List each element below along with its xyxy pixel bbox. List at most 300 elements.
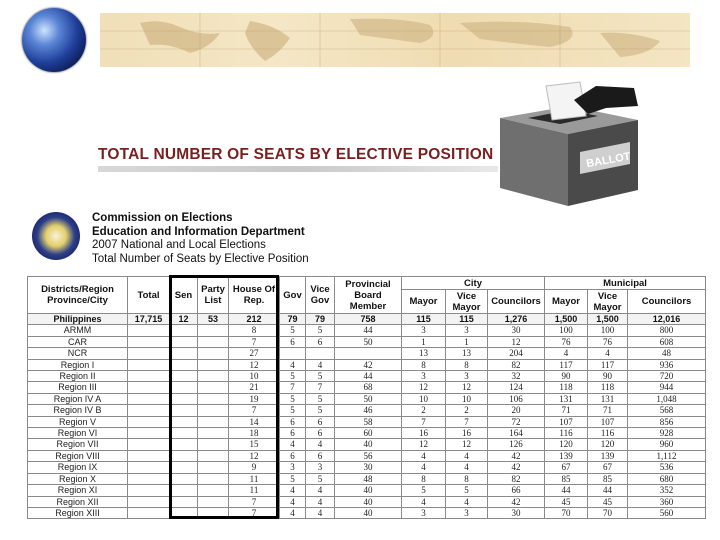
cell-vice-gov: 4 bbox=[306, 507, 335, 518]
cell-district: Region XI bbox=[28, 485, 128, 496]
cell-house: 7 bbox=[229, 405, 280, 416]
cell-mun-mayor: 1,500 bbox=[545, 314, 588, 325]
cell-district: CAR bbox=[28, 336, 128, 347]
cell-sen bbox=[170, 405, 198, 416]
table-row bbox=[28, 348, 706, 359]
cell-city-mayor: 7 bbox=[402, 416, 446, 427]
cell-city-mayor: 4 bbox=[402, 450, 446, 461]
cell-mun-councilors: 680 bbox=[628, 473, 706, 484]
cell-provincial-board: 50 bbox=[335, 393, 402, 404]
table-row bbox=[28, 336, 706, 347]
cell-district: Region XIII bbox=[28, 507, 128, 518]
cell-city-mayor: 16 bbox=[402, 428, 446, 439]
cell-party-list bbox=[198, 428, 229, 439]
cell-mun-mayor: 4 bbox=[545, 348, 588, 359]
org-department: Education and Information Department bbox=[92, 225, 305, 238]
header-sen: Sen bbox=[170, 277, 198, 314]
cell-mun-mayor: 118 bbox=[545, 382, 588, 393]
cell-city-vice-mayor: 4 bbox=[446, 496, 488, 507]
cell-mun-councilors: 12,016 bbox=[628, 314, 706, 325]
cell-vice-gov: 5 bbox=[306, 325, 335, 336]
cell-city-mayor: 10 bbox=[402, 393, 446, 404]
cell-mun-councilors: 944 bbox=[628, 382, 706, 393]
cell-city-vice-mayor: 12 bbox=[446, 382, 488, 393]
cell-party-list bbox=[198, 348, 229, 359]
cell-total bbox=[128, 325, 170, 336]
cell-city-vice-mayor: 8 bbox=[446, 473, 488, 484]
cell-provincial-board: 758 bbox=[335, 314, 402, 325]
cell-party-list bbox=[198, 462, 229, 473]
cell-city-mayor: 3 bbox=[402, 371, 446, 382]
cell-party-list bbox=[198, 393, 229, 404]
cell-city-mayor: 3 bbox=[402, 507, 446, 518]
page-title: TOTAL NUMBER OF SEATS BY ELECTIVE POSITION bbox=[98, 146, 494, 163]
table-row bbox=[28, 450, 706, 461]
cell-city-vice-mayor: 8 bbox=[446, 359, 488, 370]
cell-mun-vice-mayor: 44 bbox=[588, 485, 628, 496]
cell-city-councilors: 42 bbox=[488, 496, 545, 507]
cell-provincial-board: 40 bbox=[335, 439, 402, 450]
cell-total bbox=[128, 416, 170, 427]
cell-city-councilors: 30 bbox=[488, 507, 545, 518]
cell-mun-vice-mayor: 116 bbox=[588, 428, 628, 439]
cell-mun-mayor: 67 bbox=[545, 462, 588, 473]
cell-vice-gov: 4 bbox=[306, 439, 335, 450]
cell-mun-vice-mayor: 76 bbox=[588, 336, 628, 347]
cell-mun-vice-mayor: 4 bbox=[588, 348, 628, 359]
cell-house: 12 bbox=[229, 450, 280, 461]
cell-mun-councilors: 720 bbox=[628, 371, 706, 382]
cell-mun-vice-mayor: 131 bbox=[588, 393, 628, 404]
cell-vice-gov: 5 bbox=[306, 473, 335, 484]
cell-city-vice-mayor: 10 bbox=[446, 393, 488, 404]
cell-party-list bbox=[198, 325, 229, 336]
cell-party-list bbox=[198, 416, 229, 427]
cell-sen bbox=[170, 393, 198, 404]
seats-table-wrapper bbox=[27, 276, 705, 519]
cell-sen bbox=[170, 485, 198, 496]
cell-provincial-board: 42 bbox=[335, 359, 402, 370]
cell-mun-mayor: 70 bbox=[545, 507, 588, 518]
cell-district: Region IX bbox=[28, 462, 128, 473]
cell-party-list bbox=[198, 496, 229, 507]
table-row bbox=[28, 507, 706, 518]
cell-district: Region III bbox=[28, 382, 128, 393]
cell-house: 11 bbox=[229, 485, 280, 496]
cell-mun-mayor: 44 bbox=[545, 485, 588, 496]
header-city-vice-mayor: Vice Mayor bbox=[446, 290, 488, 314]
cell-provincial-board: 58 bbox=[335, 416, 402, 427]
header-municipal: Municipal bbox=[545, 277, 706, 290]
cell-mun-councilors: 1,048 bbox=[628, 393, 706, 404]
cell-total bbox=[128, 496, 170, 507]
cell-city-vice-mayor: 1 bbox=[446, 336, 488, 347]
cell-provincial-board: 56 bbox=[335, 450, 402, 461]
cell-city-councilors: 66 bbox=[488, 485, 545, 496]
cell-party-list bbox=[198, 450, 229, 461]
cell-mun-vice-mayor: 118 bbox=[588, 382, 628, 393]
cell-party-list bbox=[198, 371, 229, 382]
table-row bbox=[28, 371, 706, 382]
header-district: Districts/Region Province/City bbox=[28, 277, 128, 314]
cell-city-mayor: 8 bbox=[402, 473, 446, 484]
cell-gov: 4 bbox=[280, 485, 306, 496]
cell-gov bbox=[280, 348, 306, 359]
cell-mun-councilors: 928 bbox=[628, 428, 706, 439]
cell-total bbox=[128, 485, 170, 496]
title-underline bbox=[98, 166, 498, 172]
cell-provincial-board: 40 bbox=[335, 496, 402, 507]
cell-city-vice-mayor: 115 bbox=[446, 314, 488, 325]
cell-gov: 5 bbox=[280, 371, 306, 382]
cell-mun-mayor: 120 bbox=[545, 439, 588, 450]
header-city-mayor: Mayor bbox=[402, 290, 446, 314]
cell-mun-councilors: 48 bbox=[628, 348, 706, 359]
table-row bbox=[28, 325, 706, 336]
cell-city-vice-mayor: 4 bbox=[446, 450, 488, 461]
cell-district: Region IV A bbox=[28, 393, 128, 404]
cell-sen bbox=[170, 382, 198, 393]
cell-sen bbox=[170, 450, 198, 461]
cell-house: 18 bbox=[229, 428, 280, 439]
cell-house: 21 bbox=[229, 382, 280, 393]
cell-mun-councilors: 352 bbox=[628, 485, 706, 496]
cell-provincial-board: 44 bbox=[335, 371, 402, 382]
cell-city-vice-mayor: 2 bbox=[446, 405, 488, 416]
cell-city-vice-mayor: 5 bbox=[446, 485, 488, 496]
cell-gov: 3 bbox=[280, 462, 306, 473]
org-election: 2007 National and Local Elections bbox=[92, 239, 266, 251]
cell-city-councilors: 42 bbox=[488, 450, 545, 461]
cell-city-mayor: 115 bbox=[402, 314, 446, 325]
cell-city-mayor: 2 bbox=[402, 405, 446, 416]
cell-total: 17,715 bbox=[128, 314, 170, 325]
cell-provincial-board: 68 bbox=[335, 382, 402, 393]
cell-mun-mayor: 45 bbox=[545, 496, 588, 507]
cell-city-vice-mayor: 3 bbox=[446, 507, 488, 518]
cell-mun-vice-mayor: 70 bbox=[588, 507, 628, 518]
cell-sen bbox=[170, 496, 198, 507]
cell-provincial-board: 30 bbox=[335, 462, 402, 473]
header-provincial-board: Provincial Board Member bbox=[335, 277, 402, 314]
ballot-label: BALLOT bbox=[585, 150, 632, 171]
header-house: House Of Rep. bbox=[229, 277, 280, 314]
cell-city-councilors: 164 bbox=[488, 428, 545, 439]
table-row bbox=[28, 359, 706, 370]
cell-provincial-board: 60 bbox=[335, 428, 402, 439]
cell-city-vice-mayor: 16 bbox=[446, 428, 488, 439]
cell-mun-mayor: 85 bbox=[545, 473, 588, 484]
cell-vice-gov: 6 bbox=[306, 336, 335, 347]
table-row bbox=[28, 485, 706, 496]
org-name: Commission on Elections bbox=[92, 212, 233, 224]
header-total: Total bbox=[128, 277, 170, 314]
cell-sen bbox=[170, 416, 198, 427]
world-map-banner bbox=[100, 13, 690, 67]
table-row bbox=[28, 473, 706, 484]
cell-city-councilors: 12 bbox=[488, 336, 545, 347]
cell-gov: 4 bbox=[280, 507, 306, 518]
header-mun-vice-mayor: Vice Mayor bbox=[588, 290, 628, 314]
cell-city-councilors: 32 bbox=[488, 371, 545, 382]
cell-total bbox=[128, 382, 170, 393]
cell-total bbox=[128, 405, 170, 416]
cell-city-councilors: 204 bbox=[488, 348, 545, 359]
cell-sen bbox=[170, 359, 198, 370]
cell-house: 19 bbox=[229, 393, 280, 404]
cell-provincial-board: 46 bbox=[335, 405, 402, 416]
cell-provincial-board: 50 bbox=[335, 336, 402, 347]
cell-city-vice-mayor: 3 bbox=[446, 371, 488, 382]
seats-table bbox=[27, 276, 706, 519]
cell-city-mayor: 4 bbox=[402, 496, 446, 507]
cell-gov: 5 bbox=[280, 393, 306, 404]
cell-city-councilors: 72 bbox=[488, 416, 545, 427]
header-city-councilors: Councilors bbox=[488, 290, 545, 314]
globe-icon bbox=[22, 8, 86, 72]
cell-district: Region VIII bbox=[28, 450, 128, 461]
cell-sen bbox=[170, 507, 198, 518]
cell-mun-councilors: 560 bbox=[628, 507, 706, 518]
cell-city-vice-mayor: 3 bbox=[446, 325, 488, 336]
cell-mun-vice-mayor: 90 bbox=[588, 371, 628, 382]
cell-district: Region VI bbox=[28, 428, 128, 439]
cell-house: 8 bbox=[229, 325, 280, 336]
cell-city-mayor: 1 bbox=[402, 336, 446, 347]
cell-mun-councilors: 800 bbox=[628, 325, 706, 336]
table-row bbox=[28, 462, 706, 473]
header-city: City bbox=[402, 277, 545, 290]
cell-vice-gov: 7 bbox=[306, 382, 335, 393]
cell-district: Region IV B bbox=[28, 405, 128, 416]
cell-city-councilors: 42 bbox=[488, 462, 545, 473]
cell-mun-mayor: 131 bbox=[545, 393, 588, 404]
cell-city-vice-mayor: 7 bbox=[446, 416, 488, 427]
cell-provincial-board: 40 bbox=[335, 507, 402, 518]
cell-city-councilors: 82 bbox=[488, 473, 545, 484]
cell-total bbox=[128, 371, 170, 382]
cell-city-mayor: 8 bbox=[402, 359, 446, 370]
cell-party-list: 53 bbox=[198, 314, 229, 325]
cell-gov: 5 bbox=[280, 473, 306, 484]
cell-mun-councilors: 936 bbox=[628, 359, 706, 370]
cell-city-councilors: 82 bbox=[488, 359, 545, 370]
cell-sen bbox=[170, 336, 198, 347]
cell-total bbox=[128, 462, 170, 473]
cell-mun-mayor: 139 bbox=[545, 450, 588, 461]
cell-district: Region XII bbox=[28, 496, 128, 507]
org-subtitle: Total Number of Seats by Elective Position bbox=[92, 252, 309, 265]
cell-city-vice-mayor: 13 bbox=[446, 348, 488, 359]
header-gov: Gov bbox=[280, 277, 306, 314]
cell-district: Region X bbox=[28, 473, 128, 484]
cell-sen bbox=[170, 462, 198, 473]
cell-district: ARMM bbox=[28, 325, 128, 336]
cell-city-mayor: 13 bbox=[402, 348, 446, 359]
cell-total bbox=[128, 450, 170, 461]
cell-sen: 12 bbox=[170, 314, 198, 325]
cell-vice-gov: 5 bbox=[306, 393, 335, 404]
cell-mun-vice-mayor: 117 bbox=[588, 359, 628, 370]
cell-mun-mayor: 71 bbox=[545, 405, 588, 416]
cell-total bbox=[128, 473, 170, 484]
cell-city-councilors: 106 bbox=[488, 393, 545, 404]
cell-house: 7 bbox=[229, 496, 280, 507]
cell-district: Region II bbox=[28, 371, 128, 382]
cell-city-mayor: 12 bbox=[402, 439, 446, 450]
cell-house: 27 bbox=[229, 348, 280, 359]
cell-district: Region VII bbox=[28, 439, 128, 450]
cell-provincial-board: 48 bbox=[335, 473, 402, 484]
cell-vice-gov: 3 bbox=[306, 462, 335, 473]
cell-mun-mayor: 76 bbox=[545, 336, 588, 347]
cell-house: 12 bbox=[229, 359, 280, 370]
table-row bbox=[28, 393, 706, 404]
cell-city-councilors: 30 bbox=[488, 325, 545, 336]
cell-vice-gov bbox=[306, 348, 335, 359]
cell-city-mayor: 12 bbox=[402, 382, 446, 393]
cell-mun-mayor: 90 bbox=[545, 371, 588, 382]
cell-mun-mayor: 100 bbox=[545, 325, 588, 336]
table-row bbox=[28, 428, 706, 439]
cell-mun-vice-mayor: 71 bbox=[588, 405, 628, 416]
cell-house: 11 bbox=[229, 473, 280, 484]
cell-mun-councilors: 536 bbox=[628, 462, 706, 473]
cell-sen bbox=[170, 473, 198, 484]
cell-gov: 6 bbox=[280, 416, 306, 427]
cell-gov: 4 bbox=[280, 496, 306, 507]
cell-party-list bbox=[198, 382, 229, 393]
cell-party-list bbox=[198, 405, 229, 416]
cell-vice-gov: 4 bbox=[306, 496, 335, 507]
cell-sen bbox=[170, 348, 198, 359]
cell-city-councilors: 1,276 bbox=[488, 314, 545, 325]
table-row bbox=[28, 496, 706, 507]
cell-sen bbox=[170, 371, 198, 382]
cell-sen bbox=[170, 439, 198, 450]
cell-city-mayor: 4 bbox=[402, 462, 446, 473]
cell-city-vice-mayor: 12 bbox=[446, 439, 488, 450]
cell-sen bbox=[170, 428, 198, 439]
cell-gov: 5 bbox=[280, 405, 306, 416]
cell-total bbox=[128, 348, 170, 359]
cell-city-councilors: 126 bbox=[488, 439, 545, 450]
cell-mun-vice-mayor: 67 bbox=[588, 462, 628, 473]
cell-mun-vice-mayor: 45 bbox=[588, 496, 628, 507]
cell-mun-vice-mayor: 107 bbox=[588, 416, 628, 427]
header-mun-mayor: Mayor bbox=[545, 290, 588, 314]
cell-house: 7 bbox=[229, 336, 280, 347]
cell-party-list bbox=[198, 336, 229, 347]
cell-mun-councilors: 608 bbox=[628, 336, 706, 347]
ballot-box-icon bbox=[488, 80, 648, 208]
cell-house: 10 bbox=[229, 371, 280, 382]
cell-mun-councilors: 960 bbox=[628, 439, 706, 450]
table-row-total bbox=[28, 314, 706, 325]
cell-city-vice-mayor: 4 bbox=[446, 462, 488, 473]
cell-house: 212 bbox=[229, 314, 280, 325]
cell-gov: 79 bbox=[280, 314, 306, 325]
comelec-seal-icon bbox=[32, 212, 80, 260]
cell-mun-vice-mayor: 1,500 bbox=[588, 314, 628, 325]
cell-total bbox=[128, 439, 170, 450]
cell-mun-councilors: 856 bbox=[628, 416, 706, 427]
cell-mun-mayor: 107 bbox=[545, 416, 588, 427]
cell-gov: 6 bbox=[280, 450, 306, 461]
cell-provincial-board bbox=[335, 348, 402, 359]
table-row bbox=[28, 405, 706, 416]
cell-district: Region V bbox=[28, 416, 128, 427]
cell-vice-gov: 6 bbox=[306, 450, 335, 461]
cell-party-list bbox=[198, 485, 229, 496]
header-vice-gov: Vice Gov bbox=[306, 277, 335, 314]
cell-mun-vice-mayor: 100 bbox=[588, 325, 628, 336]
cell-sen bbox=[170, 325, 198, 336]
cell-mun-mayor: 116 bbox=[545, 428, 588, 439]
cell-mun-councilors: 568 bbox=[628, 405, 706, 416]
cell-vice-gov: 5 bbox=[306, 405, 335, 416]
cell-vice-gov: 4 bbox=[306, 359, 335, 370]
cell-vice-gov: 5 bbox=[306, 371, 335, 382]
org-block bbox=[92, 212, 309, 266]
cell-vice-gov: 4 bbox=[306, 485, 335, 496]
cell-house: 15 bbox=[229, 439, 280, 450]
cell-total bbox=[128, 336, 170, 347]
cell-mun-councilors: 360 bbox=[628, 496, 706, 507]
cell-city-councilors: 124 bbox=[488, 382, 545, 393]
cell-city-councilors: 20 bbox=[488, 405, 545, 416]
cell-party-list bbox=[198, 507, 229, 518]
cell-total bbox=[128, 393, 170, 404]
cell-mun-vice-mayor: 139 bbox=[588, 450, 628, 461]
cell-vice-gov: 6 bbox=[306, 416, 335, 427]
cell-city-mayor: 3 bbox=[402, 325, 446, 336]
cell-party-list bbox=[198, 439, 229, 450]
cell-total bbox=[128, 428, 170, 439]
cell-mun-vice-mayor: 85 bbox=[588, 473, 628, 484]
cell-city-mayor: 5 bbox=[402, 485, 446, 496]
cell-mun-vice-mayor: 120 bbox=[588, 439, 628, 450]
cell-total bbox=[128, 359, 170, 370]
cell-mun-councilors: 1,112 bbox=[628, 450, 706, 461]
cell-party-list bbox=[198, 359, 229, 370]
cell-total bbox=[128, 507, 170, 518]
cell-gov: 4 bbox=[280, 439, 306, 450]
table-row bbox=[28, 416, 706, 427]
cell-gov: 4 bbox=[280, 359, 306, 370]
header-mun-councilors: Councilors bbox=[628, 290, 706, 314]
cell-party-list bbox=[198, 473, 229, 484]
cell-provincial-board: 40 bbox=[335, 485, 402, 496]
cell-gov: 5 bbox=[280, 325, 306, 336]
table-row bbox=[28, 382, 706, 393]
cell-gov: 6 bbox=[280, 428, 306, 439]
cell-district: NCR bbox=[28, 348, 128, 359]
cell-vice-gov: 79 bbox=[306, 314, 335, 325]
cell-gov: 7 bbox=[280, 382, 306, 393]
cell-district: Region I bbox=[28, 359, 128, 370]
cell-gov: 6 bbox=[280, 336, 306, 347]
cell-vice-gov: 6 bbox=[306, 428, 335, 439]
cell-house: 9 bbox=[229, 462, 280, 473]
seats-table-body bbox=[28, 314, 706, 519]
cell-house: 14 bbox=[229, 416, 280, 427]
cell-provincial-board: 44 bbox=[335, 325, 402, 336]
header-party-list: Party List bbox=[198, 277, 229, 314]
cell-house: 7 bbox=[229, 507, 280, 518]
table-row bbox=[28, 439, 706, 450]
cell-district: Philippines bbox=[28, 314, 128, 325]
